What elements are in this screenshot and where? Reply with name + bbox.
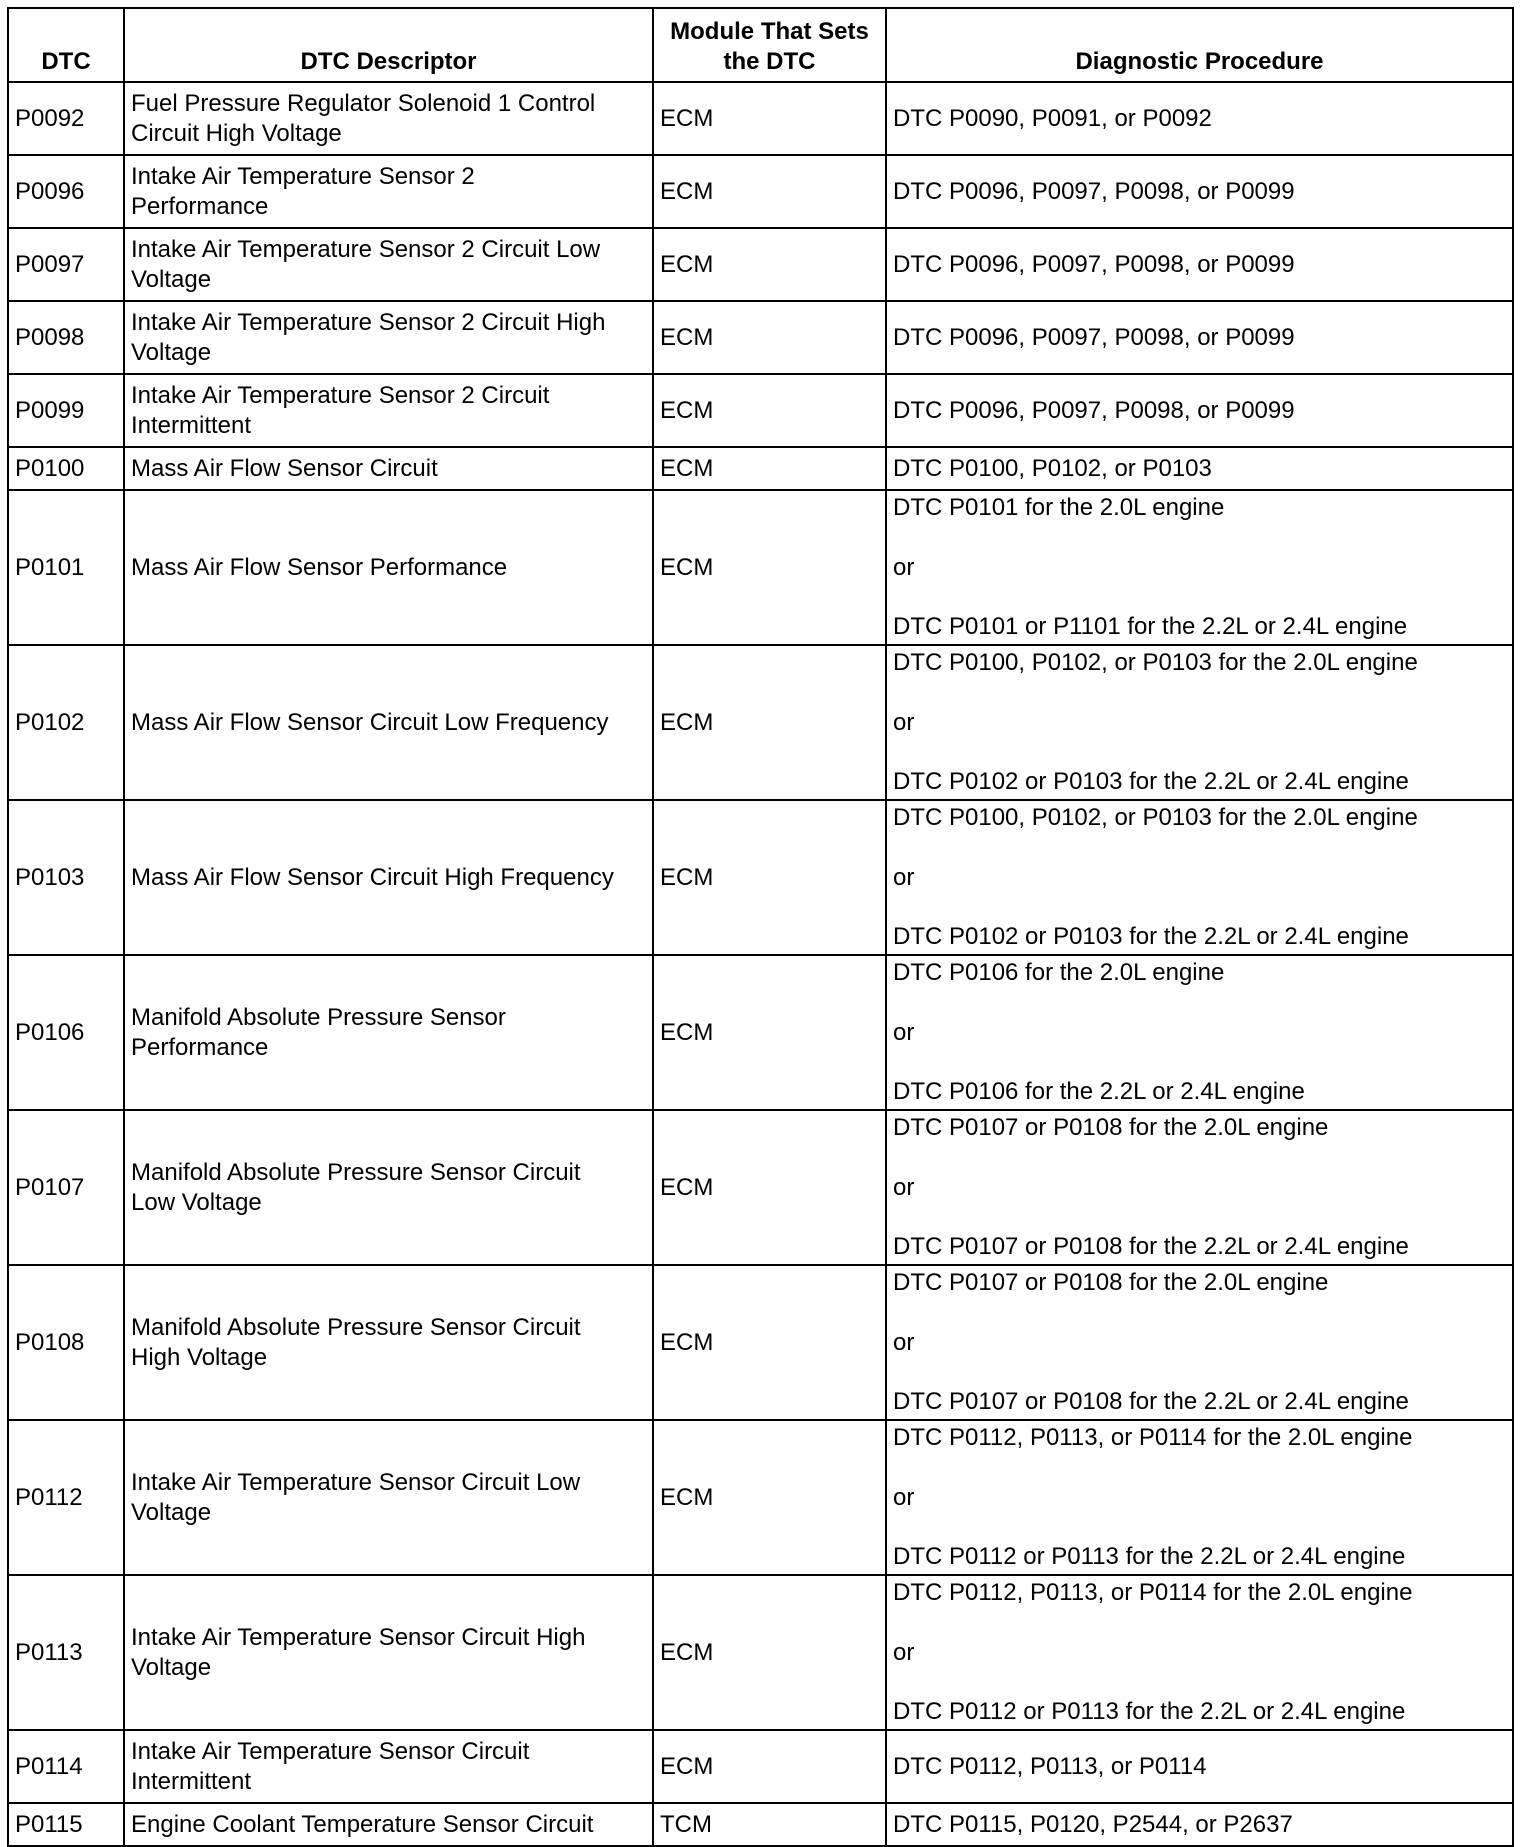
descriptor-line: Mass Air Flow Sensor Circuit High Frequency xyxy=(131,863,614,891)
diagnostic-procedure xyxy=(886,374,1513,447)
table-body xyxy=(8,82,1513,1846)
diagnostic-procedure xyxy=(886,1575,1513,1730)
descriptor-line: Mass Air Flow Sensor Circuit Low Frequency xyxy=(131,708,609,736)
table-row xyxy=(8,82,1513,155)
header-row xyxy=(8,8,1513,82)
table-row xyxy=(8,447,1513,490)
dtc-code: P0096 xyxy=(8,155,124,228)
diagnostic-procedure xyxy=(886,645,1513,800)
procedure-line: DTC P0096, P0097, P0098, or P0099 xyxy=(893,396,1295,424)
module-name: TCM xyxy=(653,1803,886,1846)
procedure-line: DTC P0112 or P0113 for the 2.2L or 2.4L engine xyxy=(893,1698,1406,1725)
descriptor-line: Engine Coolant Temperature Sensor Circuit xyxy=(131,1810,594,1838)
table-row xyxy=(8,490,1513,645)
diagnostic-procedure xyxy=(886,301,1513,374)
descriptor-line: Mass Air Flow Sensor Performance xyxy=(131,553,508,581)
procedure-lines xyxy=(893,493,1506,642)
descriptor-line: High Voltage xyxy=(131,1343,268,1371)
procedure-line: DTC P0096, P0097, P0098, or P0099 xyxy=(893,250,1295,278)
procedure-line: DTC P0096, P0097, P0098, or P0099 xyxy=(893,323,1295,351)
descriptor-line: Manifold Absolute Pressure Sensor Circuit xyxy=(131,1313,581,1341)
procedure-line: DTC P0106 for the 2.2L or 2.4L engine xyxy=(893,1078,1305,1105)
module-name: ECM xyxy=(653,1575,886,1730)
module-name: ECM xyxy=(653,955,886,1110)
procedure-line: or xyxy=(893,1018,915,1046)
dtc-descriptor xyxy=(124,490,653,645)
procedure-line: or xyxy=(893,708,915,736)
descriptor-line: Mass Air Flow Sensor Circuit xyxy=(131,454,438,482)
procedure-line: DTC P0112, P0113, or P0114 for the 2.0L engine xyxy=(893,1579,1413,1606)
procedure-lines xyxy=(893,958,1506,1107)
dtc-code: P0114 xyxy=(8,1730,124,1803)
procedure-line: DTC P0100, P0102, or P0103 for the 2.0L engine xyxy=(893,804,1418,831)
procedure-lines xyxy=(893,1423,1506,1572)
dtc-descriptor xyxy=(124,374,653,447)
diagnostic-procedure xyxy=(886,490,1513,645)
procedure-lines xyxy=(893,1578,1506,1727)
descriptor-line: Intake Air Temperature Sensor Circuit High xyxy=(131,1623,586,1651)
procedure-line: DTC P0107 or P0108 for the 2.0L engine xyxy=(893,1269,1329,1296)
descriptor-line: Intake Air Temperature Sensor 2 Circuit High xyxy=(131,308,606,336)
procedure-line: DTC P0090, P0091, or P0092 xyxy=(893,104,1212,132)
procedure-lines xyxy=(893,648,1506,797)
procedure-line: DTC P0107 or P0108 for the 2.0L engine xyxy=(893,1114,1329,1141)
table-row xyxy=(8,1420,1513,1575)
table-row xyxy=(8,1730,1513,1803)
table-row xyxy=(8,800,1513,955)
descriptor-line: Voltage xyxy=(131,1653,212,1681)
procedure-line: DTC P0100, P0102, or P0103 xyxy=(893,454,1212,482)
descriptor-line: Voltage xyxy=(131,265,212,293)
module-name: ECM xyxy=(653,1265,886,1420)
module-name: ECM xyxy=(653,228,886,301)
dtc-code: P0101 xyxy=(8,490,124,645)
procedure-line: DTC P0102 or P0103 for the 2.2L or 2.4L engine xyxy=(893,923,1409,950)
dtc-descriptor xyxy=(124,155,653,228)
procedure-line: DTC P0106 for the 2.0L engine xyxy=(893,959,1225,986)
procedure-line: DTC P0112, P0113, or P0114 xyxy=(893,1752,1207,1780)
module-name: ECM xyxy=(653,447,886,490)
procedure-line: or xyxy=(893,1173,915,1201)
procedure-lines xyxy=(893,803,1506,952)
dtc-descriptor xyxy=(124,228,653,301)
table-row xyxy=(8,301,1513,374)
table-row xyxy=(8,155,1513,228)
module-name: ECM xyxy=(653,490,886,645)
table-row xyxy=(8,374,1513,447)
procedure-line: DTC P0107 or P0108 for the 2.2L or 2.4L engine xyxy=(893,1388,1409,1415)
diagnostic-procedure xyxy=(886,1730,1513,1803)
dtc-descriptor xyxy=(124,447,653,490)
module-name: ECM xyxy=(653,1420,886,1575)
procedure-line: or xyxy=(893,863,915,891)
header-procedure: Diagnostic Procedure xyxy=(886,8,1513,82)
diagnostic-procedure xyxy=(886,1110,1513,1265)
procedure-line: DTC P0102 or P0103 for the 2.2L or 2.4L engine xyxy=(893,768,1409,795)
header-module-line2: the DTC xyxy=(723,48,816,75)
module-name: ECM xyxy=(653,374,886,447)
dtc-code: P0112 xyxy=(8,1420,124,1575)
descriptor-line: Voltage xyxy=(131,338,212,366)
module-name: ECM xyxy=(653,1110,886,1265)
descriptor-line: Performance xyxy=(131,1033,269,1061)
procedure-line: DTC P0112, P0113, or P0114 for the 2.0L engine xyxy=(893,1424,1413,1451)
module-name: ECM xyxy=(653,1730,886,1803)
dtc-code: P0108 xyxy=(8,1265,124,1420)
dtc-descriptor xyxy=(124,301,653,374)
module-name: ECM xyxy=(653,800,886,955)
diagnostic-procedure xyxy=(886,800,1513,955)
descriptor-line: Intake Air Temperature Sensor 2 xyxy=(131,162,475,190)
procedure-lines xyxy=(893,1113,1506,1262)
procedure-line: or xyxy=(893,553,915,581)
dtc-code: P0099 xyxy=(8,374,124,447)
procedure-line: DTC P0107 or P0108 for the 2.2L or 2.4L engine xyxy=(893,1233,1409,1260)
procedure-line: DTC P0101 for the 2.0L engine xyxy=(893,494,1225,521)
procedure-lines xyxy=(893,1268,1506,1417)
table-row xyxy=(8,1110,1513,1265)
procedure-line: DTC P0100, P0102, or P0103 for the 2.0L engine xyxy=(893,649,1418,676)
dtc-descriptor xyxy=(124,1575,653,1730)
dtc-descriptor xyxy=(124,1803,653,1846)
dtc-descriptor xyxy=(124,1110,653,1265)
procedure-line: or xyxy=(893,1328,915,1356)
descriptor-line: Voltage xyxy=(131,1498,212,1526)
diagnostic-procedure xyxy=(886,82,1513,155)
procedure-line: or xyxy=(893,1638,915,1666)
diagnostic-procedure xyxy=(886,1265,1513,1420)
procedure-line: DTC P0101 or P1101 for the 2.2L or 2.4L engine xyxy=(893,613,1408,640)
dtc-code: P0113 xyxy=(8,1575,124,1730)
module-name: ECM xyxy=(653,645,886,800)
diagnostic-procedure xyxy=(886,1803,1513,1846)
procedure-line: or xyxy=(893,1483,915,1511)
dtc-code: P0107 xyxy=(8,1110,124,1265)
descriptor-line: Manifold Absolute Pressure Sensor Circuit xyxy=(131,1158,581,1186)
header-descriptor: DTC Descriptor xyxy=(124,8,653,82)
dtc-code: P0115 xyxy=(8,1803,124,1846)
descriptor-line: Intermittent xyxy=(131,1767,252,1795)
table-row xyxy=(8,1265,1513,1420)
table-row xyxy=(8,645,1513,800)
dtc-code: P0098 xyxy=(8,301,124,374)
module-name: ECM xyxy=(653,82,886,155)
header-module-line1: Module That Sets xyxy=(670,18,869,45)
dtc-descriptor xyxy=(124,1420,653,1575)
dtc-descriptor xyxy=(124,955,653,1110)
diagnostic-procedure xyxy=(886,447,1513,490)
dtc-code: P0103 xyxy=(8,800,124,955)
procedure-line: DTC P0096, P0097, P0098, or P0099 xyxy=(893,177,1295,205)
dtc-descriptor xyxy=(124,1265,653,1420)
header-module xyxy=(653,8,886,82)
descriptor-line: Performance xyxy=(131,192,269,220)
diagnostic-procedure xyxy=(886,228,1513,301)
descriptor-line: Fuel Pressure Regulator Solenoid 1 Control xyxy=(131,89,596,117)
dtc-descriptor xyxy=(124,1730,653,1803)
procedure-line: DTC P0115, P0120, P2544, or P2637 xyxy=(893,1810,1293,1838)
dtc-descriptor xyxy=(124,800,653,955)
dtc-descriptor xyxy=(124,82,653,155)
diagnostic-procedure xyxy=(886,155,1513,228)
dtc-descriptor xyxy=(124,645,653,800)
dtc-code: P0097 xyxy=(8,228,124,301)
table-row xyxy=(8,955,1513,1110)
module-name: ECM xyxy=(653,155,886,228)
table-row xyxy=(8,1575,1513,1730)
module-name: ECM xyxy=(653,301,886,374)
table-row xyxy=(8,228,1513,301)
dtc-code: P0106 xyxy=(8,955,124,1110)
diagnostic-procedure xyxy=(886,955,1513,1110)
dtc-code: P0092 xyxy=(8,82,124,155)
descriptor-line: Intake Air Temperature Sensor Circuit Low xyxy=(131,1468,581,1496)
dtc-table xyxy=(7,7,1514,1847)
table-row xyxy=(8,1803,1513,1846)
procedure-line: DTC P0112 or P0113 for the 2.2L or 2.4L engine xyxy=(893,1543,1406,1570)
descriptor-line: Low Voltage xyxy=(131,1188,262,1216)
dtc-code: P0102 xyxy=(8,645,124,800)
diagnostic-procedure xyxy=(886,1420,1513,1575)
dtc-code: P0100 xyxy=(8,447,124,490)
descriptor-line: Intake Air Temperature Sensor Circuit xyxy=(131,1737,530,1765)
descriptor-line: Intermittent xyxy=(131,411,252,439)
descriptor-line: Circuit High Voltage xyxy=(131,119,342,147)
descriptor-line: Intake Air Temperature Sensor 2 Circuit Low xyxy=(131,235,601,263)
header-dtc: DTC xyxy=(8,8,124,82)
descriptor-line: Manifold Absolute Pressure Sensor xyxy=(131,1003,506,1031)
descriptor-line: Intake Air Temperature Sensor 2 Circuit xyxy=(131,381,550,409)
